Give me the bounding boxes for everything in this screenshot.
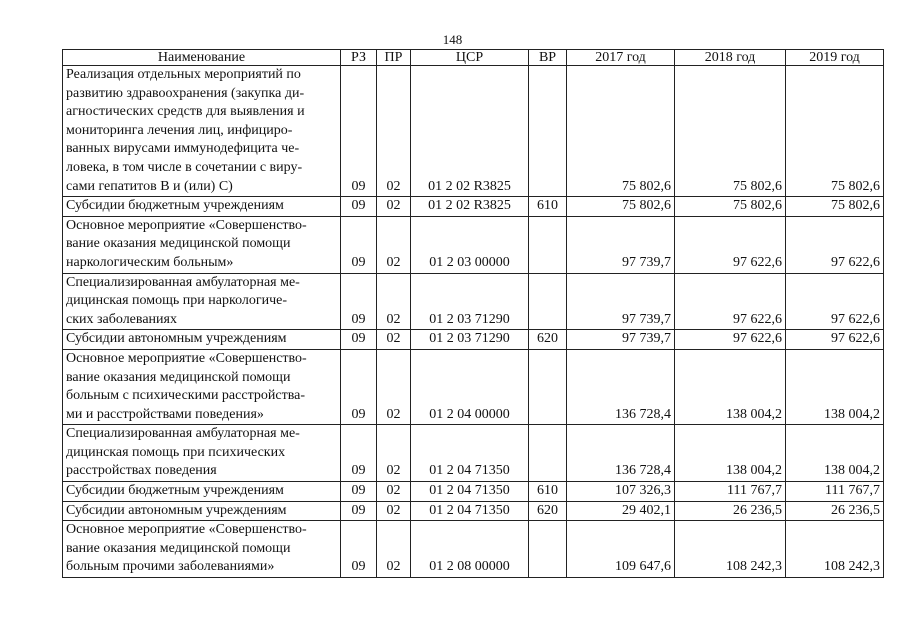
column-header-2019: 2019 год — [786, 50, 884, 66]
cell-name — [63, 330, 341, 350]
cell-csr: 01 2 08 00000 — [411, 521, 529, 578]
cell-2018: 138 004,2 — [675, 349, 786, 424]
cell-name — [63, 425, 341, 482]
column-header-name: Наименование — [63, 50, 341, 66]
cell-name-line: ловека, в том числе в сочетании с виру- — [66, 159, 303, 175]
cell-2017: 75 802,6 — [567, 197, 675, 217]
cell-2019: 97 622,6 — [786, 216, 884, 273]
cell-2019: 108 242,3 — [786, 521, 884, 578]
table-row — [63, 216, 884, 273]
cell-name-line: вание оказания медицинской помощи — [66, 540, 291, 556]
column-header-rz: РЗ — [341, 50, 377, 66]
cell-rz: 09 — [341, 216, 377, 273]
cell-rz: 09 — [341, 66, 377, 197]
cell-name — [63, 349, 341, 424]
cell-2017: 136 728,4 — [567, 349, 675, 424]
cell-rz: 09 — [341, 197, 377, 217]
cell-name-line: развитию здравоохранения (закупка ди- — [66, 85, 305, 101]
cell-csr: 01 2 03 00000 — [411, 216, 529, 273]
cell-name — [63, 501, 341, 521]
cell-csr: 01 2 03 71290 — [411, 273, 529, 330]
cell-vr — [529, 425, 567, 482]
cell-name-line: дицинская помощь при психических — [66, 444, 286, 460]
cell-name — [63, 273, 341, 330]
cell-2017: 136 728,4 — [567, 425, 675, 482]
page-number: 148 — [442, 32, 463, 47]
cell-name-line: больным с психическими расстройства- — [66, 388, 305, 404]
cell-2018: 75 802,6 — [675, 66, 786, 197]
cell-name-line: Специализированная амбулаторная ме- — [66, 426, 300, 442]
cell-pr: 02 — [377, 501, 411, 521]
cell-rz: 09 — [341, 273, 377, 330]
cell-2018: 111 767,7 — [675, 482, 786, 502]
cell-rz: 09 — [341, 425, 377, 482]
cell-2018: 26 236,5 — [675, 501, 786, 521]
cell-2019: 26 236,5 — [786, 501, 884, 521]
cell-csr: 01 2 02 R3825 — [411, 66, 529, 197]
cell-vr: 620 — [529, 330, 567, 350]
cell-csr: 01 2 02 R3825 — [411, 197, 529, 217]
cell-2019: 75 802,6 — [786, 197, 884, 217]
column-header-2018: 2018 год — [675, 50, 786, 66]
table-row — [63, 273, 884, 330]
cell-name-line: Основное мероприятие «Совершенство- — [66, 217, 307, 233]
cell-name-line: дицинская помощь при наркологиче- — [66, 293, 288, 309]
cell-pr: 02 — [377, 330, 411, 350]
cell-name-line: больным прочими заболеваниями» — [66, 559, 275, 575]
cell-vr — [529, 273, 567, 330]
cell-rz: 09 — [341, 349, 377, 424]
cell-vr — [529, 66, 567, 197]
cell-rz: 09 — [341, 482, 377, 502]
cell-rz: 09 — [341, 501, 377, 521]
cell-name-line: ванных вирусами иммунодефицита че- — [66, 141, 300, 157]
column-header-vr: ВР — [529, 50, 567, 66]
cell-2017: 29 402,1 — [567, 501, 675, 521]
table-body — [63, 66, 884, 578]
cell-2019: 97 622,6 — [786, 273, 884, 330]
cell-csr: 01 2 04 71350 — [411, 425, 529, 482]
cell-pr: 02 — [377, 521, 411, 578]
cell-name-line: Субсидии бюджетным учреждениям — [66, 198, 284, 214]
cell-vr — [529, 521, 567, 578]
cell-2018: 97 622,6 — [675, 330, 786, 350]
cell-rz: 09 — [341, 521, 377, 578]
cell-vr — [529, 216, 567, 273]
cell-name-line: ми и расстройствами поведения» — [66, 406, 264, 422]
cell-2018: 97 622,6 — [675, 216, 786, 273]
table-row — [63, 197, 884, 217]
cell-name — [63, 216, 341, 273]
cell-name-line: Реализация отдельных мероприятий по — [66, 67, 301, 82]
budget-table — [62, 49, 884, 578]
cell-2017: 109 647,6 — [567, 521, 675, 578]
cell-2019: 138 004,2 — [786, 425, 884, 482]
cell-2018: 75 802,6 — [675, 197, 786, 217]
cell-name-line: ских заболеваниях — [66, 311, 177, 327]
cell-pr: 02 — [377, 216, 411, 273]
cell-2017: 97 739,7 — [567, 216, 675, 273]
cell-name — [63, 521, 341, 578]
cell-name-line: вание оказания медицинской помощи — [66, 369, 291, 385]
cell-2018: 97 622,6 — [675, 273, 786, 330]
cell-name — [63, 197, 341, 217]
cell-name-line: Специализированная амбулаторная ме- — [66, 274, 300, 290]
cell-pr: 02 — [377, 273, 411, 330]
cell-rz: 09 — [341, 330, 377, 350]
cell-vr — [529, 349, 567, 424]
cell-csr: 01 2 04 71350 — [411, 501, 529, 521]
table-row — [63, 482, 884, 502]
table-row — [63, 66, 884, 197]
table-row — [63, 425, 884, 482]
cell-name-line: Основное мероприятие «Совершенство- — [66, 522, 307, 538]
cell-name-line: вание оказания медицинской помощи — [66, 236, 291, 252]
cell-name-line: Субсидии автономным учреждениям — [66, 331, 287, 347]
cell-pr: 02 — [377, 349, 411, 424]
cell-name — [63, 66, 341, 197]
cell-2019: 138 004,2 — [786, 349, 884, 424]
column-header-pr: ПР — [377, 50, 411, 66]
cell-name-line: Субсидии автономным учреждениям — [66, 502, 287, 518]
cell-2017: 97 739,7 — [567, 273, 675, 330]
cell-vr: 610 — [529, 482, 567, 502]
cell-name-line: Субсидии бюджетным учреждениям — [66, 483, 284, 499]
cell-name-line: мониторинга лечения лиц, инфициро- — [66, 122, 293, 138]
cell-name-line: агностических средств для выявления и — [66, 104, 305, 120]
cell-pr: 02 — [377, 66, 411, 197]
cell-pr: 02 — [377, 197, 411, 217]
column-header-csr: ЦСР — [411, 50, 529, 66]
cell-pr: 02 — [377, 425, 411, 482]
cell-2019: 75 802,6 — [786, 66, 884, 197]
cell-name-line: расстройствах поведения — [66, 463, 217, 479]
cell-2018: 138 004,2 — [675, 425, 786, 482]
cell-name-line: сами гепатитов В и (или) С) — [66, 178, 233, 194]
cell-vr: 620 — [529, 501, 567, 521]
table-row — [63, 501, 884, 521]
cell-2017: 107 326,3 — [567, 482, 675, 502]
cell-name-line: Основное мероприятие «Совершенство- — [66, 350, 307, 366]
cell-csr: 01 2 04 00000 — [411, 349, 529, 424]
cell-csr: 01 2 04 71350 — [411, 482, 529, 502]
cell-name — [63, 482, 341, 502]
cell-2019: 111 767,7 — [786, 482, 884, 502]
cell-name-line: наркологическим больным» — [66, 254, 234, 270]
cell-2019: 97 622,6 — [786, 330, 884, 350]
cell-pr: 02 — [377, 482, 411, 502]
table-header-row — [63, 50, 884, 66]
cell-2017: 97 739,7 — [567, 330, 675, 350]
cell-2017: 75 802,6 — [567, 66, 675, 197]
table-row — [63, 330, 884, 350]
table-row — [63, 521, 884, 578]
cell-2018: 108 242,3 — [675, 521, 786, 578]
cell-vr: 610 — [529, 197, 567, 217]
column-header-2017: 2017 год — [567, 50, 675, 66]
table-row — [63, 349, 884, 424]
cell-csr: 01 2 03 71290 — [411, 330, 529, 350]
